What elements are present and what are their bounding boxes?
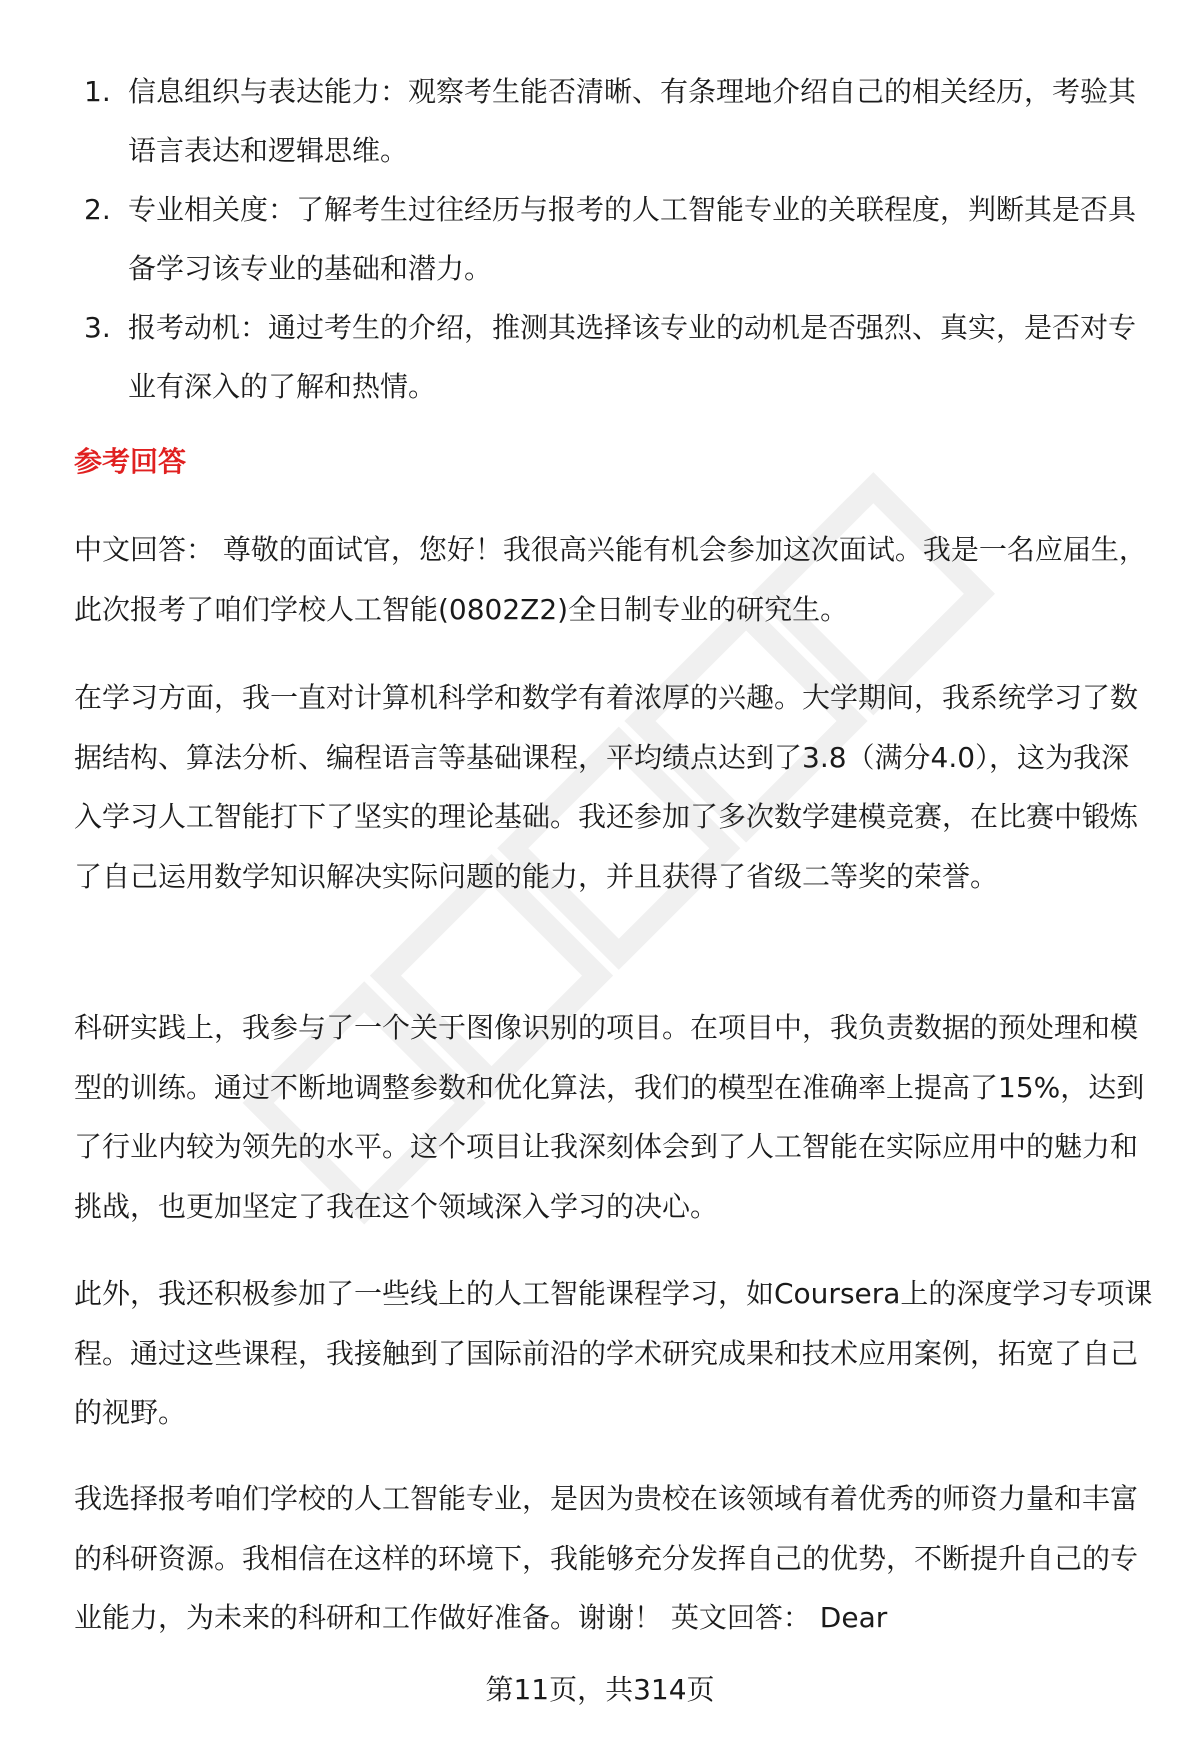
section-heading: 参考回答 [74,445,187,478]
list-item-text: 报考动机：通过考生的介绍，推测其选择该专业的动机是否强烈、真实，是否对专业有深入的了解和热情。 [128,311,1137,403]
list-item [84,298,1148,416]
page-number: 第11页，共314页 [485,1673,715,1706]
list-item [84,62,1148,180]
paragraph: 在学习方面，我一直对计算机科学和数学有着浓厚的兴趣。大学期间，我系统学习了数据结构、算法分析、编程语言等基础课程，平均绩点达到了3.8（满分4.0），这为我深入学习人工智能打下了坚实的理论基础。我还参加了多次数学建模竞赛，在比赛中锻炼了自己运用数学知识解决实际问题的能力，并且获得了省级二等奖的荣誉。 [74,681,1139,893]
list-item-number: 1. [84,75,111,108]
paragraph: 科研实践上，我参与了一个关于图像识别的项目。在项目中，我负责数据的预处理和模型的训练。通过不断地调整参数和优化算法，我们的模型在准确率上提高了15%，达到了行业内较为领先的水平。这个项目让我深刻体会到了人工智能在实际应用中的魅力和挑战，也更加坚定了我在这个领域深入学习的决心。 [74,1011,1145,1223]
paragraph: 我选择报考咱们学校的人工智能专业，是因为贵校在该领域有着优秀的师资力量和丰富的科研资源。我相信在这样的环境下，我能够充分发挥自己的优势，不断提升自己的专业能力，为未来的科研和工作做好准备。谢谢！ 英文回答： Dear [74,1482,1139,1634]
paragraph: 此外，我还积极参加了一些线上的人工智能课程学习，如Coursera上的深度学习专项课程。通过这些课程，我接触到了国际前沿的学术研究成果和技术应用案例，拓宽了自己的视野。 [74,1277,1153,1429]
list-item-text: 专业相关度：了解考生过往经历与报考的人工智能专业的关联程度，判断其是否具备学习该专业的基础和潜力。 [128,193,1137,285]
list-item-number: 2. [84,193,111,226]
list-item [84,180,1148,298]
list-item-text: 信息组织与表达能力：观察考生能否清晰、有条理地介绍自己的相关经历，考验其语言表达和逻辑思维。 [128,75,1137,167]
list-item-number: 3. [84,311,111,344]
criteria-list [84,62,1148,416]
paragraph: 中文回答： 尊敬的面试官，您好！我很高兴能有机会参加这次面试。我是一名应届生，此次报考了咱们学校人工智能(0802Z2)全日制专业的研究生。 [74,533,1147,626]
